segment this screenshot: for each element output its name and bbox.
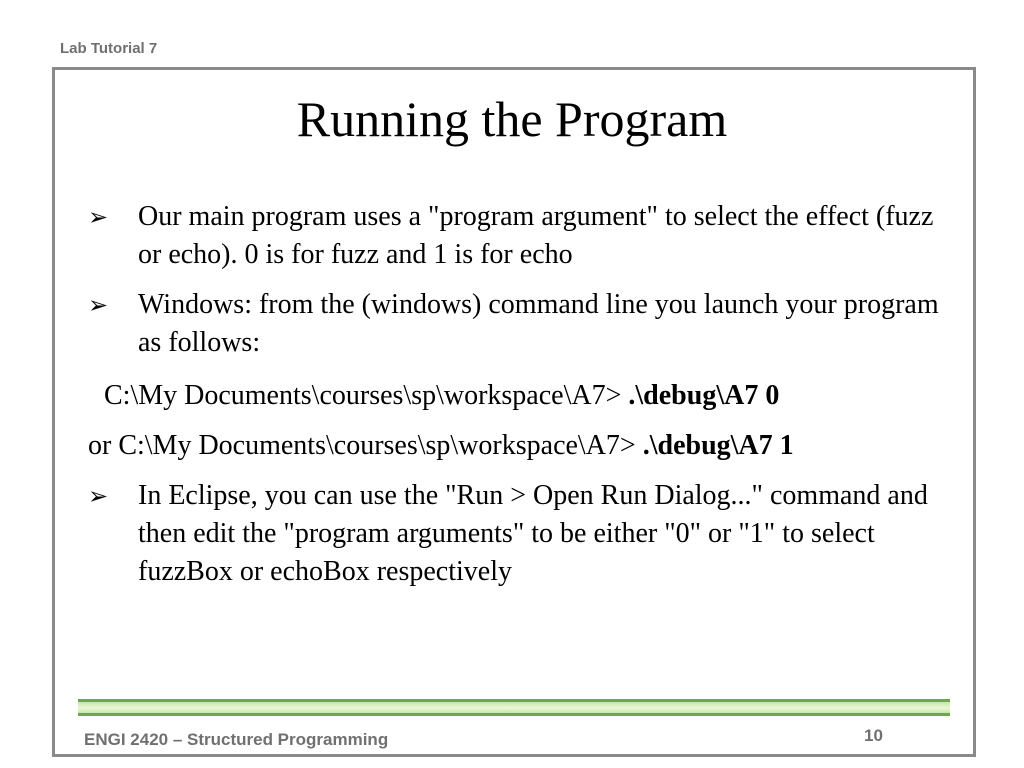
- command-prompt: or C:\My Documents\courses\sp\workspace\A7>: [88, 430, 643, 461]
- command-prompt: C:\My Documents\courses\sp\workspace\A7>: [104, 380, 629, 411]
- footer-course: ENGI 2420 – Structured Programming: [84, 730, 389, 749]
- page-number: 10: [864, 726, 883, 745]
- footer-divider: [78, 699, 950, 716]
- bullet-text: Windows: from the (windows) command line you launch your program as follows:: [138, 289, 939, 358]
- arrow-bullet-icon: ➢: [88, 203, 109, 231]
- bullet-text: Our main program uses a "program argument" to select the effect (fuzz or echo). 0 is for fuzz and 1 is for echo: [138, 201, 934, 270]
- arrow-bullet-icon: ➢: [88, 291, 109, 319]
- slide-title: Running the Program: [296, 91, 728, 147]
- header-label: Lab Tutorial 7: [60, 40, 158, 57]
- command-line: [104, 377, 1004, 415]
- command-line: [88, 427, 988, 465]
- command-text: .\debug\A7 1: [642, 430, 794, 461]
- arrow-bullet-icon: ➢: [88, 482, 109, 510]
- bullet-item: [88, 477, 958, 591]
- bullet-item: [88, 198, 958, 274]
- command-text: .\debug\A7 0: [628, 380, 780, 411]
- bullet-item: [88, 286, 958, 362]
- bullet-text: In Eclipse, you can use the "Run > Open Run Dialog..." command and then edit the "program arguments" to be either "0" or "1" to select fuzzBox or echoBox respectively: [138, 480, 928, 587]
